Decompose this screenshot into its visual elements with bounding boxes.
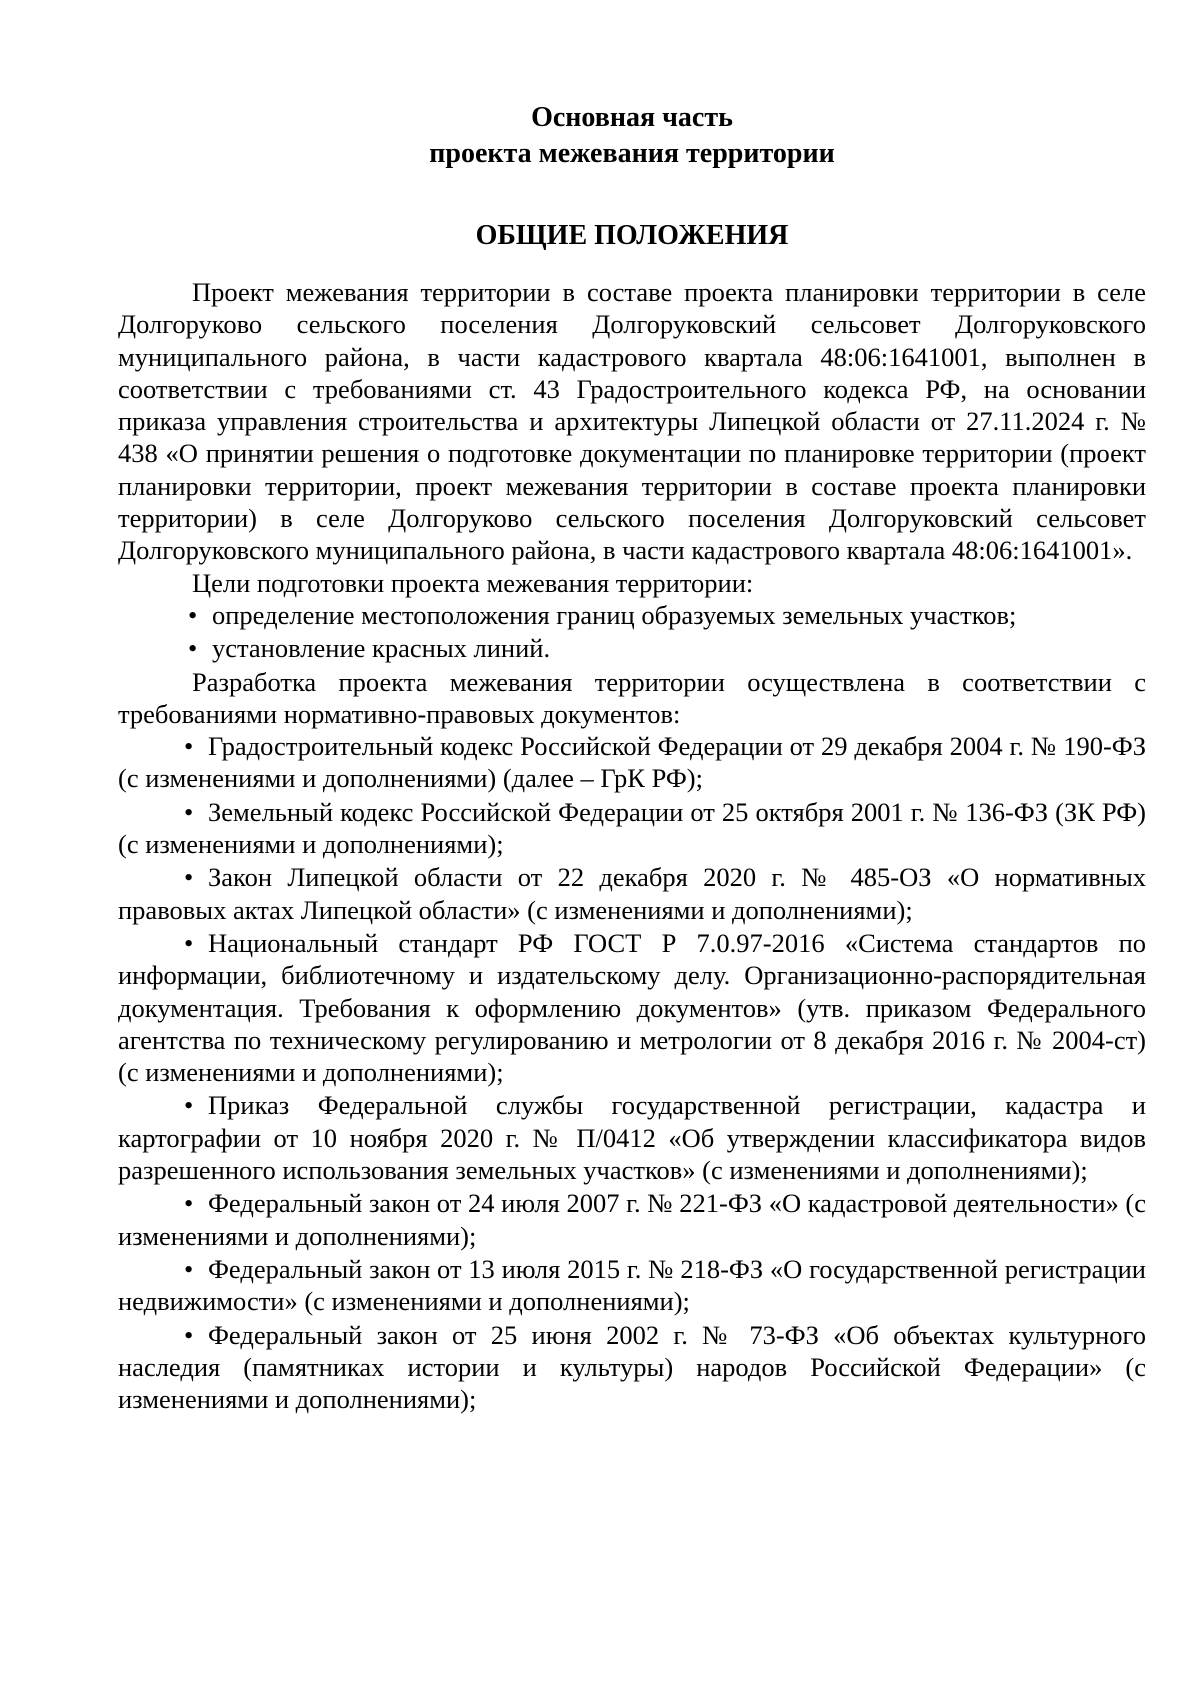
section-title: ОБЩИЕ ПОЛОЖЕНИЯ [475, 220, 789, 251]
goals-list [118, 599, 1146, 665]
list-item [118, 796, 1146, 861]
law-text: Федеральный закон от 13 июля 2015 г. № 218-ФЗ «О государственной регистрации недвижимости» (с изменениями и дополнениями); [118, 1253, 1146, 1317]
bullet-icon: • [184, 1188, 194, 1219]
title-line-2: проекта межевания территории [429, 138, 835, 169]
law-text: Закон Липецкой области от 22 декабря 2020 г. № 485-ОЗ «О нормативных правовых актах Липецкой области» (с изменениями и дополнениями); [118, 862, 1146, 925]
law-text: Приказ Федеральной службы государственной регистрации, кадастра и картографии от 10 ноября 2020 г. № П/0412 «Об утверждении классификатора видов разрешенного использования земельных участков» (с изменениями и дополнениями); [118, 1090, 1146, 1186]
bullet-icon: • [184, 1090, 194, 1121]
bullet-icon: • [184, 796, 194, 827]
bullet-icon: • [184, 1253, 194, 1284]
law-text: Земельный кодекс Российской Федерации от 25 октября 2001 г. № 136-ФЗ (ЗК РФ) (с изменениями и дополнениями); [118, 796, 1146, 860]
list-item [118, 1187, 1146, 1252]
bullet-icon: • [184, 927, 194, 958]
bullet-icon: • [184, 731, 194, 762]
laws-list [118, 730, 1146, 1415]
law-text: Национальный стандарт РФ ГОСТ Р 7.0.97-2016 «Система стандартов по информации, библиотечному и издательскому делу. Организационно-распорядительная документация. Требования к оформлению документов» (утв. приказом Федерального агентства по техническому регулированию и метрологии от 8 декабря 2016 г. № 2004-ст) (с изменениями и дополнениями); [118, 927, 1146, 1088]
law-text: Федеральный закон от 25 июня 2002 г. № 73-ФЗ «Об объектах культурного наследия (памятниках истории и культуры) народов Российской Федерации» (с изменениями и дополнениями); [118, 1319, 1146, 1415]
law-text: Федеральный закон от 24 июля 2007 г. № 221-ФЗ «О кадастровой деятельности» (с изменениями и дополнениями); [118, 1188, 1146, 1251]
document-title [118, 100, 1146, 172]
document-page [118, 100, 1146, 1416]
intro-paragraph: Проект межевания территории в составе проекта планировки территории в селе Долгоруково сельского поселения Долгоруковский сельсовет Долгоруковского муниципального района, в части кадастрового квартала 48:06:1641001, выполнен в соответствии с требованиями ст. 43 Градостроительного кодекса РФ, на основании приказа управления строительства и архитектуры Липецкой области от 27.11.2024 г. № 438 «О принятии решения о подготовке документации по планировке территории (проект планировки территории, проект межевания территории в составе проекта планировки территории) в селе Долгоруково сельского поселения Долгоруковский сельсовет Долгоруковского муниципального района, в части кадастрового квартала 48:06:1641001». [118, 277, 1146, 566]
goal-text: установление красных линий. [212, 633, 551, 664]
title-line-1: Основная часть [531, 102, 733, 133]
list-item [118, 1253, 1146, 1318]
bullet-icon: • [184, 862, 194, 893]
bullet-icon: • [184, 1319, 194, 1350]
bullet-icon: • [188, 633, 198, 664]
list-item [118, 1089, 1146, 1186]
bullet-icon: • [188, 599, 198, 630]
goal-text: определение местоположения границ образуемых земельных участков; [212, 599, 1017, 630]
law-text: Градостроительный кодекс Российской Федерации от 29 декабря 2004 г. № 190-ФЗ (с изменениями и дополнениями) (далее – ГрК РФ); [118, 731, 1146, 794]
list-item [118, 861, 1146, 926]
list-item [118, 927, 1146, 1088]
development-paragraph: Разработка проекта межевания территории осуществлена в соответствии с требованиями нормативно-правовых документов: [118, 666, 1146, 729]
goals-intro: Цели подготовки проекта межевания территории: [192, 567, 754, 598]
list-item [118, 730, 1146, 795]
list-item [118, 632, 1146, 664]
list-item [118, 599, 1146, 631]
list-item [118, 1319, 1146, 1416]
